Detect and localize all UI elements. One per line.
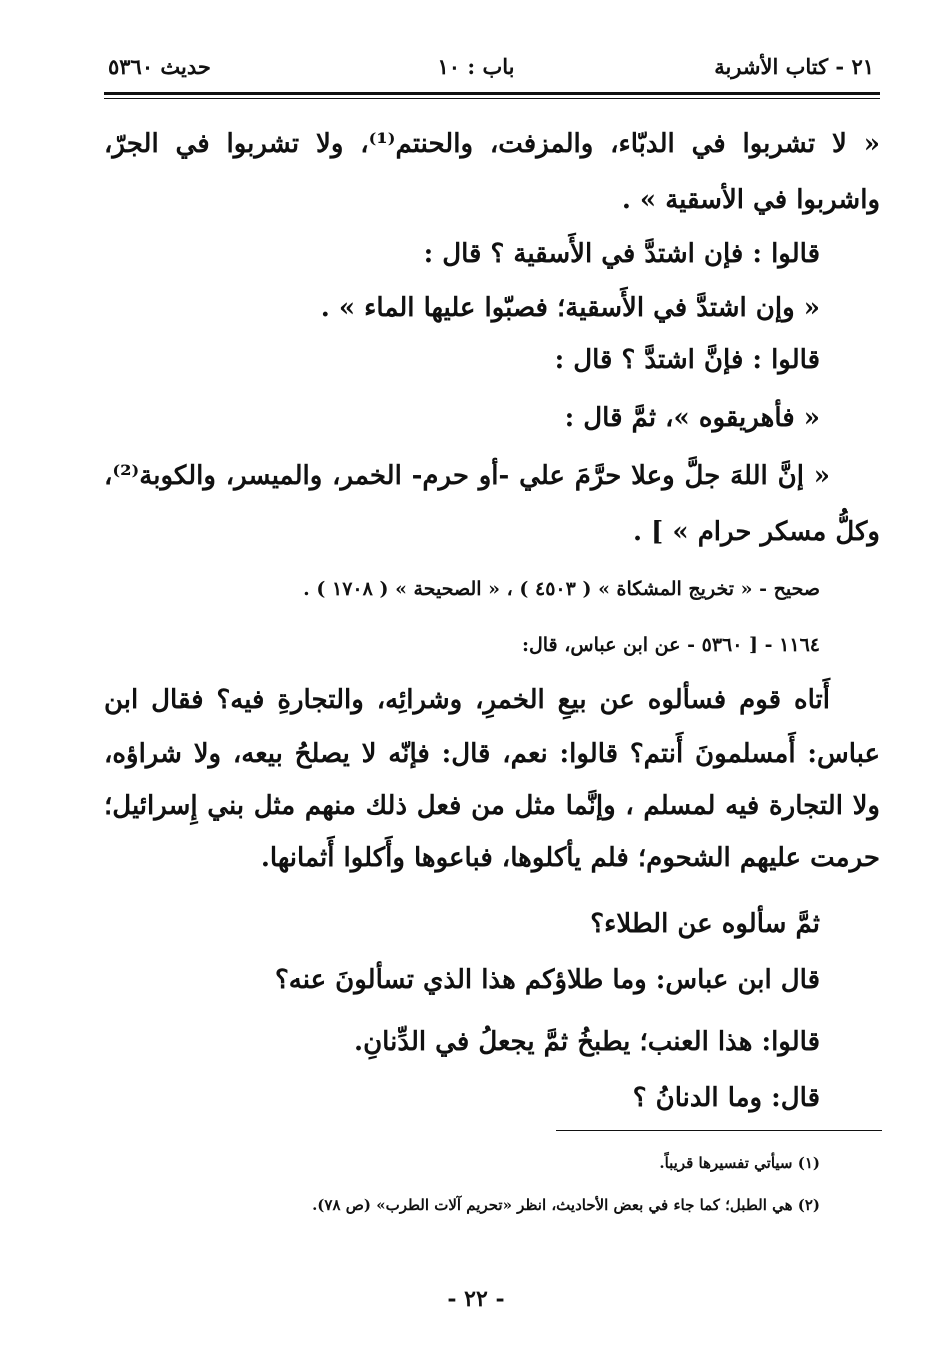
text-line-8: وكلُّ مسكر حرام » ] .	[632, 517, 880, 547]
text-line-10: عباس: أَمسلمونَ أَنتم؟ قالوا: نعم، قال: فإنّه لا يصلحُ بيعه، ولا شراؤه،	[104, 739, 880, 769]
text-line-13: ثمَّ سألوه عن الطلاء؟	[590, 909, 820, 939]
footnote-2: (٢) هي الطبل؛ كما جاء في بعض الأحاديث، انظر «تحريم آلات الطرب» (ص ٧٨).	[312, 1196, 820, 1214]
text-line-5: قالوا : فإنَّ اشتدَّ ؟ قال :	[554, 345, 820, 375]
text-line-14: قال ابن عباس: وما طلاؤكم هذا الذي تسألونَ عنه؟	[275, 965, 820, 995]
header-hadith-number: حديث ٥٣٦٠	[108, 54, 211, 79]
text-line-7: « إنَّ اللهَ جلَّ وعلا حرَّمَ علي -أو حرم- الخمر، والميسر، والكوبة⁽²⁾،	[104, 461, 830, 491]
footnote-rule	[556, 1130, 882, 1131]
text-line-1: « لا تشربوا في الدبّاء، والمزفت، والحنتم⁽¹⁾، ولا تشربوا في الجرّ،	[104, 129, 880, 159]
page-number: - ٢٢ -	[447, 1286, 505, 1312]
text-line-11: ولا التجارة فيه لمسلم ، وإنَّما مثل من فعل ذلك منهم مثل بني إِسرائيل؛	[104, 791, 880, 821]
text-line-15: قالوا: هذا العنب؛ يطبخُ ثمَّ يجعلُ في الدِّنانِ.	[354, 1027, 820, 1057]
text-line-16: قال: وما الدنانُ ؟	[632, 1083, 820, 1113]
footnote-1: (١) سيأتي تفسيرها قريباً.	[659, 1154, 820, 1172]
header-rule-thin	[104, 98, 880, 99]
header-chapter: باب : ١٠	[437, 54, 515, 79]
text-line-3: قالوا : فإن اشتدَّ في الأَسقية ؟ قال :	[423, 239, 820, 269]
text-line-9: أَتاه قوم فسألوه عن بيعِ الخمرِ، وشرائِه، والتجارةِ فيه؟ فقال ابن	[104, 685, 830, 715]
text-line-2: واشربوا في الأسقية » .	[621, 185, 880, 215]
text-line-12: حرمت عليهم الشحوم؛ فلم يأكلوها، فباعوها وأَكلوا أَثمانها.	[260, 843, 880, 873]
hadith-reference: ١١٦٤ - [ ٥٣٦٠ - عن ابن عباس، قال:	[521, 634, 820, 656]
text-line-6: « فأهريقوه »، ثمَّ قال :	[564, 403, 820, 433]
header-rule-thick	[104, 92, 880, 95]
grading-line: صحيح - « تخريج المشكاة » ( ٤٥٠٣ ) ، « الصحيحة » ( ١٧٠٨ ) .	[303, 578, 820, 600]
text-line-4: « وإن اشتدَّ في الأَسقية؛ فصبّوا عليها الماء » .	[320, 293, 820, 323]
header-book-title: ٢١ - كتاب الأشربة	[714, 54, 874, 79]
